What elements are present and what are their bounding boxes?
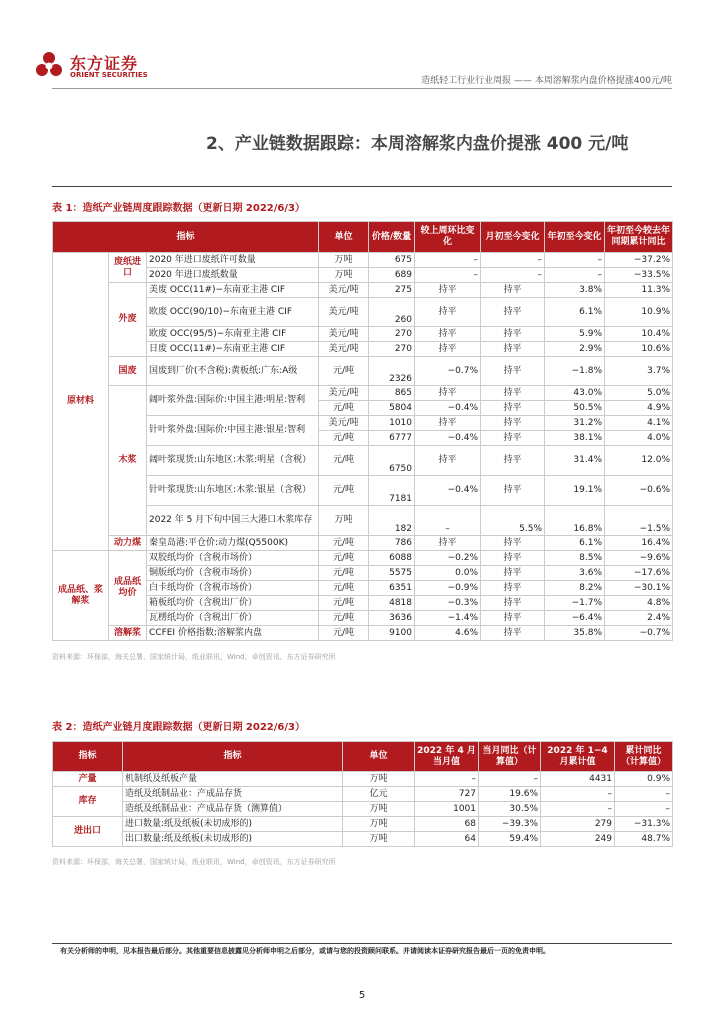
unit: 美元/吨 <box>319 386 369 401</box>
wow-change: 持平 <box>415 416 481 431</box>
wow-change: −0.4% <box>415 476 481 506</box>
cum-yoy: 0.9% <box>615 772 673 787</box>
month-value: 1001 <box>415 802 479 817</box>
weekly-data-table <box>52 221 673 641</box>
value: 689 <box>369 268 415 283</box>
unit: 亿元 <box>343 787 415 802</box>
yoy-change: 2.4% <box>605 611 673 626</box>
wow-change: – <box>415 268 481 283</box>
mtd-change: 持平 <box>481 416 545 431</box>
indicator-name: 造纸及纸制品业：产成品存货（测算值） <box>123 802 343 817</box>
ytd-change: 35.8% <box>545 626 605 641</box>
unit: 元/吨 <box>319 476 369 506</box>
ytd-change: 3.6% <box>545 566 605 581</box>
wow-change: 持平 <box>415 298 481 327</box>
indicator-name: 国废到厂价(不含税):黄板纸:广东:A级 <box>147 357 319 386</box>
mtd-change: 持平 <box>481 626 545 641</box>
value: 275 <box>369 283 415 298</box>
mtd-change: 持平 <box>481 611 545 626</box>
yoy-change: 4.0% <box>605 431 673 446</box>
value: 6777 <box>369 431 415 446</box>
unit: 万吨 <box>319 268 369 283</box>
yoy-change: 10.9% <box>605 298 673 327</box>
indicator-name: 欧废 OCC(95/5)−东南亚主港 CIF <box>147 327 319 342</box>
cum-yoy: – <box>615 787 673 802</box>
month-yoy: – <box>479 772 541 787</box>
ytd-change: – <box>545 253 605 268</box>
value: 182 <box>369 506 415 536</box>
value: 5804 <box>369 401 415 416</box>
unit: 美元/吨 <box>319 416 369 431</box>
yoy-change: −9.6% <box>605 551 673 566</box>
unit: 美元/吨 <box>319 298 369 327</box>
unit: 元/吨 <box>319 401 369 416</box>
wow-change: 4.6% <box>415 626 481 641</box>
yoy-change: −17.6% <box>605 566 673 581</box>
cum-value: – <box>541 802 615 817</box>
t1-header-value: 价格/数量 <box>369 222 415 253</box>
ytd-change: 31.4% <box>545 446 605 476</box>
indicator-name: 阔叶浆外盘:国际价:中国主港:明星:智利 <box>147 386 319 416</box>
mtd-change: 持平 <box>481 386 545 401</box>
yoy-change: 4.8% <box>605 596 673 611</box>
indicator-name: 针叶浆外盘:国际价:中国主港:银星:智利 <box>147 416 319 446</box>
cum-yoy: – <box>615 802 673 817</box>
value: 786 <box>369 536 415 551</box>
page-number: 5 <box>358 990 366 1001</box>
section-title: 2、产业链数据跟踪：本周溶解浆内盘价提涨 400 元/吨 <box>206 134 629 154</box>
logo-cn-text: 东方证券 <box>70 54 139 73</box>
indicator-name: 美废 OCC(11#)−东南亚主港 CIF <box>147 283 319 298</box>
wow-change: −0.3% <box>415 596 481 611</box>
ytd-change: −1.7% <box>545 596 605 611</box>
wow-change: – <box>415 253 481 268</box>
unit: 元/吨 <box>319 566 369 581</box>
monthly-data-table <box>52 741 673 847</box>
indicator-name: 瓦楞纸均价（含税出厂价） <box>147 611 319 626</box>
month-yoy: −39.3% <box>479 817 541 832</box>
cum-yoy: −31.3% <box>615 817 673 832</box>
wow-change: – <box>415 506 481 536</box>
t2-header-indicator: 指标 <box>123 742 343 772</box>
yoy-change: 10.6% <box>605 342 673 357</box>
unit: 万吨 <box>343 832 415 847</box>
ytd-change: 31.2% <box>545 416 605 431</box>
wow-change: −0.4% <box>415 401 481 416</box>
unit: 万吨 <box>343 817 415 832</box>
value: 4818 <box>369 596 415 611</box>
group-finished-paper: 成品纸、浆解浆 <box>53 551 109 641</box>
ytd-change: −1.8% <box>545 357 605 386</box>
t1-header-mtd: 月初至今变化 <box>481 222 545 253</box>
value: 2326 <box>369 357 415 386</box>
wow-change: 0.0% <box>415 566 481 581</box>
ytd-change: 19.1% <box>545 476 605 506</box>
value: 9100 <box>369 626 415 641</box>
group-inventory: 库存 <box>53 787 123 817</box>
ytd-change: 6.1% <box>545 536 605 551</box>
ytd-change: 8.5% <box>545 551 605 566</box>
ytd-change: 5.9% <box>545 327 605 342</box>
value: 1010 <box>369 416 415 431</box>
orient-logo-icon <box>34 50 64 80</box>
yoy-change: 5.0% <box>605 386 673 401</box>
indicator-name: 2020 年进口废纸数量 <box>147 268 319 283</box>
cum-value: 4431 <box>541 772 615 787</box>
indicator-name: CCFEI 价格指数:溶解浆内盘 <box>147 626 319 641</box>
yoy-change: −0.7% <box>605 626 673 641</box>
month-value: 68 <box>415 817 479 832</box>
subgroup-dissolving-pulp: 溶解浆 <box>109 626 147 641</box>
ytd-change: 50.5% <box>545 401 605 416</box>
mtd-change: 持平 <box>481 342 545 357</box>
mtd-change: 持平 <box>481 327 545 342</box>
ytd-change: – <box>545 268 605 283</box>
indicator-name: 机制纸及纸板产量 <box>123 772 343 787</box>
wow-change: 持平 <box>415 386 481 401</box>
indicator-name: 2020 年进口废纸许可数量 <box>147 253 319 268</box>
indicator-name: 造纸及纸制品业：产成品存货 <box>123 787 343 802</box>
t2-header-month-value: 2022 年 4 月当月值 <box>415 742 479 772</box>
mtd-change: 5.5% <box>481 506 545 536</box>
t1-header-ytd: 年初至今变化 <box>545 222 605 253</box>
subgroup-domestic-waste: 国废 <box>109 357 147 386</box>
mtd-change: 持平 <box>481 357 545 386</box>
value: 6750 <box>369 446 415 476</box>
t1-header-unit: 单位 <box>319 222 369 253</box>
value: 865 <box>369 386 415 401</box>
ytd-change: 43.0% <box>545 386 605 401</box>
month-yoy: 30.5% <box>479 802 541 817</box>
unit: 美元/吨 <box>319 327 369 342</box>
t2-header-unit: 单位 <box>343 742 415 772</box>
unit: 元/吨 <box>319 446 369 476</box>
month-value: 64 <box>415 832 479 847</box>
subgroup-paper-avg-price: 成品纸均价 <box>109 551 147 626</box>
value: 675 <box>369 253 415 268</box>
mtd-change: – <box>481 253 545 268</box>
unit: 万吨 <box>319 506 369 536</box>
unit: 元/吨 <box>319 551 369 566</box>
yoy-change: −30.1% <box>605 581 673 596</box>
t1-header-indicator: 指标 <box>53 222 319 253</box>
footer-divider <box>52 943 672 944</box>
unit: 美元/吨 <box>319 283 369 298</box>
indicator-name: 欧废 OCC(90/10)−东南亚主港 CIF <box>147 298 319 327</box>
mtd-change: 持平 <box>481 476 545 506</box>
t1-header-yoy: 年初至今较去年同期累计同比 <box>605 222 673 253</box>
subgroup-thermal-coal: 动力煤 <box>109 536 147 551</box>
yoy-change: −0.6% <box>605 476 673 506</box>
unit: 元/吨 <box>319 626 369 641</box>
ytd-change: 16.8% <box>545 506 605 536</box>
wow-change: 持平 <box>415 536 481 551</box>
yoy-change: 11.3% <box>605 283 673 298</box>
company-logo <box>34 50 160 80</box>
ytd-change: 2.9% <box>545 342 605 357</box>
logo-en-text: ORIENT SECURITIES <box>70 71 148 79</box>
value: 270 <box>369 327 415 342</box>
unit: 元/吨 <box>319 611 369 626</box>
group-raw-materials: 原材料 <box>53 253 109 551</box>
indicator-name: 白卡纸均价（含税市场价） <box>147 581 319 596</box>
subgroup-foreign-waste: 外废 <box>109 283 147 357</box>
value: 6088 <box>369 551 415 566</box>
yoy-change: −37.2% <box>605 253 673 268</box>
value: 260 <box>369 298 415 327</box>
ytd-change: 3.8% <box>545 283 605 298</box>
unit: 元/吨 <box>319 596 369 611</box>
indicator-name: 针叶浆现货:山东地区:木浆:银星（含税） <box>147 476 319 506</box>
indicator-name: 阔叶浆现货:山东地区:木浆:明星（含税） <box>147 446 319 476</box>
value: 7181 <box>369 476 415 506</box>
unit: 万吨 <box>343 772 415 787</box>
cum-yoy: 48.7% <box>615 832 673 847</box>
group-import-export: 进出口 <box>53 817 123 847</box>
unit: 元/吨 <box>319 357 369 386</box>
ytd-change: 6.1% <box>545 298 605 327</box>
yoy-change: 12.0% <box>605 446 673 476</box>
disclaimer: 有关分析师的申明，见本报告最后部分。其他重要信息披露见分析师申明之后部分，或请与您的投资顾问联系。并请阅读本证券研究报告最后一页的免责申明。 <box>60 947 550 955</box>
t2-header-category: 指标 <box>53 742 123 772</box>
indicator-name: 进口数量:纸及纸板(未切成形的) <box>123 817 343 832</box>
wow-change: −0.4% <box>415 431 481 446</box>
t2-header-month-yoy: 当月同比（计算值） <box>479 742 541 772</box>
ytd-change: −6.4% <box>545 611 605 626</box>
report-title: 造纸轻工行业行业周报 —— 本周溶解浆内盘价格提涨400元/吨 <box>421 76 672 86</box>
table1-source: 资料来源：环保部，海关总署，国家统计局，纸业联讯，Wind，卓创资讯，东方证券研究所 <box>52 653 336 661</box>
yoy-change: 4.1% <box>605 416 673 431</box>
wow-change: 持平 <box>415 327 481 342</box>
indicator-name: 出口数量:纸及纸板(未切成形的) <box>123 832 343 847</box>
value: 6351 <box>369 581 415 596</box>
mtd-change: 持平 <box>481 446 545 476</box>
yoy-change: −33.5% <box>605 268 673 283</box>
indicator-name: 日废 OCC(11#)−东南亚主港 CIF <box>147 342 319 357</box>
section-divider <box>52 186 672 187</box>
indicator-name: 秦皇岛港:平仓价:动力煤(Q5500K) <box>147 536 319 551</box>
mtd-change: – <box>481 268 545 283</box>
month-value: 727 <box>415 787 479 802</box>
value: 5575 <box>369 566 415 581</box>
unit: 元/吨 <box>319 536 369 551</box>
mtd-change: 持平 <box>481 536 545 551</box>
table1-caption: 表 1：造纸产业链周度跟踪数据（更新日期 2022/6/3） <box>52 203 305 214</box>
wow-change: 持平 <box>415 446 481 476</box>
wow-change: −0.9% <box>415 581 481 596</box>
group-output: 产量 <box>53 772 123 787</box>
wow-change: −1.4% <box>415 611 481 626</box>
value: 3636 <box>369 611 415 626</box>
month-value: – <box>415 772 479 787</box>
t2-header-cum-value: 2022 年 1−4 月累计值 <box>541 742 615 772</box>
mtd-change: 持平 <box>481 431 545 446</box>
mtd-change: 持平 <box>481 298 545 327</box>
yoy-change: 16.4% <box>605 536 673 551</box>
value: 270 <box>369 342 415 357</box>
mtd-change: 持平 <box>481 596 545 611</box>
header-divider <box>52 88 672 89</box>
cum-value: – <box>541 787 615 802</box>
indicator-name: 2022 年 5 月下旬中国三大港口木浆库存 <box>147 506 319 536</box>
wow-change: −0.7% <box>415 357 481 386</box>
mtd-change: 持平 <box>481 566 545 581</box>
unit: 万吨 <box>343 802 415 817</box>
cum-value: 249 <box>541 832 615 847</box>
indicator-name: 铜版纸均价（含税市场价） <box>147 566 319 581</box>
t2-header-cum-yoy: 累计同比（计算值） <box>615 742 673 772</box>
wow-change: 持平 <box>415 342 481 357</box>
subgroup-wood-pulp: 木浆 <box>109 386 147 536</box>
month-yoy: 59.4% <box>479 832 541 847</box>
unit: 美元/吨 <box>319 342 369 357</box>
yoy-change: 10.4% <box>605 327 673 342</box>
wow-change: 持平 <box>415 283 481 298</box>
subgroup-waste-import: 废纸进口 <box>109 253 147 283</box>
unit: 元/吨 <box>319 431 369 446</box>
month-yoy: 19.6% <box>479 787 541 802</box>
wow-change: −0.2% <box>415 551 481 566</box>
table2-caption: 表 2：造纸产业链月度跟踪数据（更新日期 2022/6/3） <box>52 722 305 733</box>
indicator-name: 箱板纸均价（含税出厂价） <box>147 596 319 611</box>
t1-header-wow: 较上周环比变化 <box>415 222 481 253</box>
table2-source: 资料来源：环保部，海关总署，国家统计局，纸业联讯，Wind，卓创资讯，东方证券研究所 <box>52 858 336 866</box>
cum-value: 279 <box>541 817 615 832</box>
unit: 元/吨 <box>319 581 369 596</box>
ytd-change: 8.2% <box>545 581 605 596</box>
ytd-change: 38.1% <box>545 431 605 446</box>
mtd-change: 持平 <box>481 581 545 596</box>
yoy-change: 3.7% <box>605 357 673 386</box>
mtd-change: 持平 <box>481 283 545 298</box>
unit: 万吨 <box>319 253 369 268</box>
indicator-name: 双胶纸均价（含税市场价） <box>147 551 319 566</box>
yoy-change: −1.5% <box>605 506 673 536</box>
mtd-change: 持平 <box>481 551 545 566</box>
yoy-change: 4.9% <box>605 401 673 416</box>
mtd-change: 持平 <box>481 401 545 416</box>
